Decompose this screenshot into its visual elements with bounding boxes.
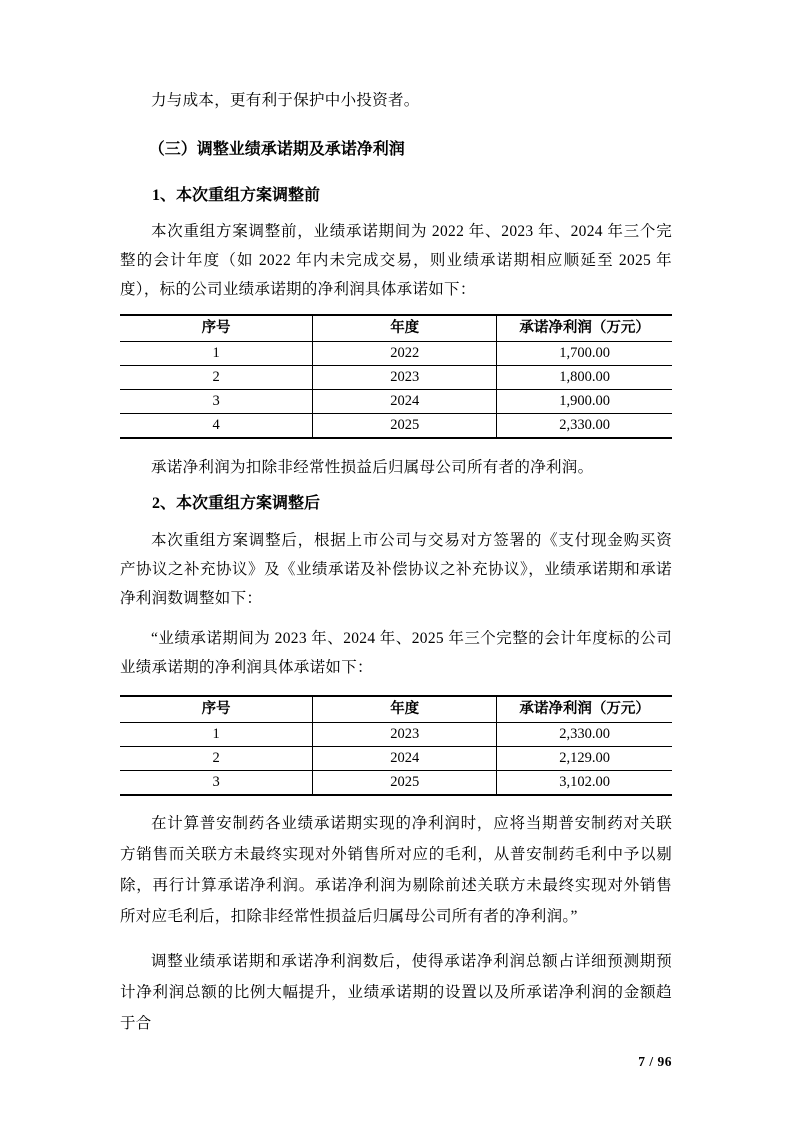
table-cell: 3 <box>120 390 313 414</box>
column-header: 承诺净利润（万元） <box>497 696 672 723</box>
table-cell: 2023 <box>313 723 497 747</box>
paragraph-quote-open: “业绩承诺期间为 2023 年、2024 年、2025 年三个完整的会计年度标的公司业绩承诺期的净利润具体承诺如下： <box>120 630 672 676</box>
table-cell: 2,129.00 <box>497 747 672 771</box>
column-header: 序号 <box>120 696 313 723</box>
paragraph-before-adjustment: 本次重组方案调整前，业绩承诺期间为 2022 年、2023 年、2024 年三个完整的会计年度（如 2022 年内未完成交易，则业绩承诺期相应顺延至 2025 年度），标的公司业绩承诺期的净利润具体承诺如下： <box>120 223 672 298</box>
subsection-heading-before: 1、本次重组方案调整前 <box>152 187 321 204</box>
table-cell: 1 <box>120 723 313 747</box>
paragraph-conclusion: 调整业绩承诺期和承诺净利润数后，使得承诺净利润总额占详细预测期预计净利润总额的比例大幅提升，业绩承诺期的设置以及所承诺净利润的金额趋于合 <box>120 953 672 1032</box>
paragraph-note: 承诺净利润为扣除非经常性损益后归属母公司所有者的净利润。 <box>151 459 594 476</box>
table-row <box>120 342 672 366</box>
table-cell: 3,102.00 <box>497 771 672 796</box>
paragraph-quote-close: 在计算普安制药各业绩承诺期实现的净利润时，应将当期普安制药对关联方销售而关联方未最终实现对外销售所对应的毛利，从普安制药毛利中予以剔除，再行计算承诺净利润。承诺净利润为剔除前述关联方未最终实现对外销售所对应毛利后，扣除非经常性损益后归属母公司所有者的净利润。” <box>120 815 672 925</box>
table-cell: 2,330.00 <box>497 723 672 747</box>
table-row <box>120 366 672 390</box>
column-header: 承诺净利润（万元） <box>497 315 672 342</box>
table-cell: 2025 <box>313 414 497 439</box>
table-cell: 2023 <box>313 366 497 390</box>
paragraph-after-adjustment: 本次重组方案调整后，根据上市公司与交易对方签署的《支付现金购买资产协议之补充协议》及《业绩承诺及补偿协议之补充协议》，业绩承诺期和承诺净利润数调整如下： <box>120 532 672 607</box>
section-heading: （三）调整业绩承诺期及承诺净利润 <box>148 141 405 158</box>
table-cell: 2022 <box>313 342 497 366</box>
table-cell: 2025 <box>313 771 497 796</box>
page-number: 7 / 96 <box>638 1054 672 1069</box>
table-header-row <box>120 315 672 342</box>
table-row <box>120 771 672 796</box>
table-row <box>120 414 672 439</box>
commitment-table-before <box>120 314 672 439</box>
column-header: 年度 <box>313 696 497 723</box>
table-cell: 1,800.00 <box>497 366 672 390</box>
table-cell: 1,700.00 <box>497 342 672 366</box>
table-cell: 2024 <box>313 390 497 414</box>
subsection-heading-after: 2、本次重组方案调整后 <box>152 495 321 512</box>
table-cell: 2 <box>120 747 313 771</box>
table-row <box>120 747 672 771</box>
table-row <box>120 723 672 747</box>
commitment-table-after <box>120 695 672 796</box>
column-header: 年度 <box>313 315 497 342</box>
table-row <box>120 390 672 414</box>
table-cell: 2 <box>120 366 313 390</box>
table-cell: 2024 <box>313 747 497 771</box>
table-cell: 4 <box>120 414 313 439</box>
table-cell: 1 <box>120 342 313 366</box>
column-header: 序号 <box>120 315 313 342</box>
table-cell: 3 <box>120 771 313 796</box>
table-cell: 1,900.00 <box>497 390 672 414</box>
table-cell: 2,330.00 <box>497 414 672 439</box>
table-header-row <box>120 696 672 723</box>
paragraph-continuation: 力与成本，更有利于保护中小投资者。 <box>151 92 420 109</box>
